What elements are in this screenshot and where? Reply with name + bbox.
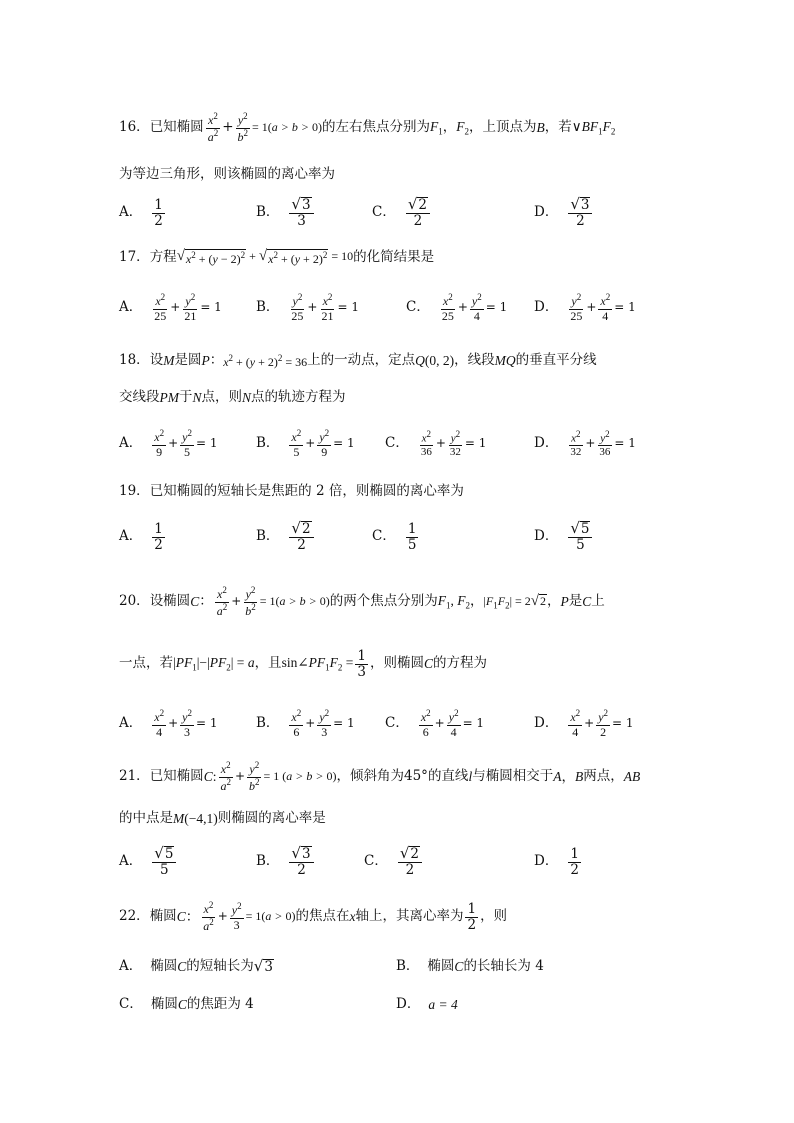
math-fraction: √ 3 3 (289, 197, 313, 229)
option-c: C． $\frac{x^2}{6}$ + $\frac{y^2}{4}$ = 1 (385, 708, 485, 739)
question-text: 点的轨迹方程为 (251, 389, 346, 406)
question-text: 是圆 (174, 352, 202, 369)
question-number: 16． (119, 119, 150, 136)
option-label: C． (372, 204, 396, 221)
option-label: A． (119, 204, 143, 221)
question-text: 上的一动点，定点 (307, 352, 416, 369)
question-text: 的方程为 (433, 655, 487, 672)
question-text: 一点，若 (119, 655, 173, 672)
option-d: D． √ 5 5 (534, 517, 594, 557)
option-a (119, 193, 167, 233)
option-b (256, 193, 316, 233)
question-17-options (119, 288, 714, 328)
option-label: B． (256, 528, 280, 545)
option-d (534, 193, 594, 233)
option-c: C． $\frac{1}{5}$ (372, 520, 417, 553)
math-expression: √ $x^2 + (y - 2)^2$ + √ $x^2 + (y + 2)^2$ = 10 (176, 248, 354, 267)
math-symbol: $F_2$ (456, 118, 469, 137)
option-c: C． $\frac{x^2}{36}$ + $\frac{y^2}{32}$ = 1 (385, 429, 487, 458)
question-17 (119, 243, 674, 273)
math-expression: = 1(a > b > 0) (252, 120, 322, 135)
math-symbol: $F_1$ (429, 118, 443, 137)
option-label: D． (534, 853, 559, 870)
question-text: ，上顶点为 (468, 119, 537, 136)
option-label: B． (396, 958, 420, 975)
option-label: A． (119, 853, 143, 870)
option-d: D． $\frac{1}{2}$ (534, 845, 579, 878)
question-22-options-row1 (119, 952, 714, 982)
question-text: 椭圆 (149, 908, 177, 925)
question-text: 是 (568, 593, 583, 610)
question-text: 的垂直平分线 (515, 352, 597, 369)
option-label: B． (256, 204, 280, 221)
question-number: 21． (119, 768, 150, 785)
option-label: D． (534, 299, 559, 316)
question-19 (119, 481, 674, 503)
question-20-line2: 一点，若 $|PF_1|-|PF_2| = a$ ，且 $\sin\angle PF_1F_2$ = $\frac{1}{3}$ ，则椭圆 C 的方程为 (119, 647, 487, 680)
option-b: B． √ 3 2 (256, 842, 316, 882)
question-text: ，线段 (454, 352, 495, 369)
question-22: 22． 椭圆 C： $\frac{x^2}{a^2}$ + $\frac{y^2}{3}$ = 1(a > 0) 的焦点在 x 轴上，其离心率为 $\frac{1}{2}$ ，则 (119, 900, 508, 933)
option-b: B． √ 2 2 (256, 517, 316, 557)
question-21-options (119, 842, 714, 882)
question-text: ， (546, 593, 561, 610)
question-text: 为等边三角形，则该椭圆的离心率为 (119, 166, 335, 183)
question-text: ，则椭圆 (369, 655, 424, 672)
question-20-options (119, 704, 714, 744)
option-d: D． $\frac{x^2}{32}$ + $\frac{y^2}{36}$ = 1 (534, 429, 636, 458)
question-text: ，若 (544, 119, 572, 136)
question-text: 的左右焦点分别为 (321, 119, 430, 136)
question-text: 的直线 (427, 768, 469, 785)
question-text: 的中点是 (119, 810, 173, 827)
option-label: D． (534, 204, 559, 221)
question-text: 设椭圆 (149, 593, 191, 610)
option-label: C． (364, 853, 388, 870)
option-b: B． $\frac{x^2}{6}$ + $\frac{y^2}{3}$ = 1 (256, 708, 355, 739)
option-label: A． (119, 435, 143, 452)
question-text: 设 (149, 352, 164, 369)
question-20: 20． 设椭圆 C ： $\frac{x^2}{a^2}$ + $\frac{y^2}{b^2}$ = 1(a > b > 0) 的两个焦点分别为 $F_1$, $F_2$ ， $|F_1F_2| = 2$ √ 2 ， P 是 C 上 (119, 585, 605, 618)
question-18-options (119, 424, 714, 464)
math-fraction: $\frac{1}{2}$ (154, 196, 163, 229)
option-label: B． (256, 435, 280, 452)
option-c: C． √ 2 2 (364, 842, 424, 882)
question-text: 点，则 (201, 389, 243, 406)
option-label: A． (119, 299, 143, 316)
option-a: A． $\frac{x^2}{25}$ + $\frac{y^2}{21}$ = 1 (119, 292, 222, 323)
option-c (372, 193, 432, 233)
question-number: 20． (119, 593, 150, 610)
question-text: 已知椭圆的短轴长是焦距的 2 倍，则椭圆的离心率为 (149, 483, 464, 500)
math-fraction: √ 3 2 (568, 197, 592, 229)
option-label: B． (256, 853, 280, 870)
question-text: 的焦点在 (295, 908, 350, 925)
option-label: B． (256, 715, 280, 732)
question-number: 18． (119, 352, 150, 369)
option-a: A． $\frac{x^2}{4}$ + $\frac{y^2}{3}$ = 1 (119, 708, 218, 739)
math-fraction: $\frac{x^2}{a^2}$ (207, 111, 219, 144)
question-21: 21． 已知椭圆 C: $\frac{x^2}{a^2}$ + $\frac{y^2}{b^2}$ = 1 (a > b > 0) ，倾斜角为 45° 的直线 l 与椭圆相交于 A，B 两点， AB (119, 760, 641, 793)
option-label: C． (385, 435, 409, 452)
question-16-options (119, 193, 714, 233)
question-text: 于 (179, 389, 193, 406)
option-b: B． $\frac{x^2}{5}$ + $\frac{y^2}{9}$ = 1 (256, 428, 355, 459)
question-22-options-row2 (119, 990, 714, 1020)
question-text: 已知椭圆 (149, 119, 204, 136)
question-text: 的化简结果是 (353, 249, 435, 266)
question-text: 与椭圆相交于 (472, 768, 554, 785)
question-number: 19． (119, 483, 150, 500)
math-fraction: √ 2 2 (406, 197, 430, 229)
question-text: ， (469, 593, 484, 610)
option-label: C． (372, 528, 396, 545)
question-text: ，且 (254, 655, 282, 672)
question-number: 22． (119, 908, 150, 925)
question-21-line2: 的中点是 M(−4,1) 则椭圆的离心率是 (119, 810, 326, 827)
option-b: B． 椭圆 C 的长轴长为 4 (396, 958, 544, 975)
question-16: 16． 已知椭圆 $\frac{x^2}{a^2}$ + $\frac{y^2}{b^2}$ = 1(a > b > 0) 的左右焦点分别为 $F_1$ ， $F_2$ ，上顶点为 B ，若 $\vee BF_1F_2$ (119, 111, 616, 144)
question-text: 轴上，其离心率为 (355, 908, 464, 925)
question-text: 则椭圆的离心率是 (217, 810, 326, 827)
option-label: A． (119, 715, 143, 732)
question-16-line2 (119, 165, 674, 185)
option-a: A． 椭圆 C 的短轴长为 √ 3 (119, 956, 273, 975)
question-text: 方程 (149, 249, 177, 266)
option-label: C． (406, 299, 430, 316)
option-b: B． $\frac{y^2}{25}$ + $\frac{x^2}{21}$ = 1 (256, 292, 359, 323)
question-19-options (119, 517, 714, 557)
question-18: 18． 设 M 是圆 P ： $x^2 + (y + 2)^2 = 36$ 上的一动点，定点 Q(0, 2) ，线段 MQ 的垂直平分线 (119, 352, 597, 369)
question-text: ，倾斜角为 (336, 768, 404, 785)
question-18-line2: 交线段 PM 于 N 点，则 N 点的轨迹方程为 (119, 389, 346, 406)
question-text: 已知椭圆 (149, 768, 204, 785)
question-text: 的两个焦点分别为 (329, 593, 438, 610)
math-expression: $x^2 + (y + 2)^2 = 36$ (223, 352, 308, 369)
option-label: A． (119, 528, 143, 545)
option-d: D． a = 4 (396, 996, 458, 1013)
question-text: 两点， (583, 768, 624, 785)
math-fraction: $\frac{y^2}{b^2}$ (237, 111, 248, 144)
option-label: D． (534, 715, 559, 732)
option-d: D． $\frac{x^2}{4}$ + $\frac{y^2}{2}$ = 1 (534, 708, 634, 739)
option-label: C． (385, 715, 409, 732)
option-a: A． $\frac{1}{2}$ (119, 520, 163, 553)
question-text: ，则 (480, 908, 508, 925)
option-a: A． √ 5 5 (119, 842, 178, 882)
option-label: B． (256, 299, 280, 316)
question-text: 交线段 (119, 389, 160, 406)
question-text: 上 (591, 593, 605, 610)
option-c: C． 椭圆 C 的焦距为 4 (119, 996, 254, 1013)
option-d: D． $\frac{y^2}{25}$ + $\frac{x^2}{4}$ = 1 (534, 292, 636, 323)
option-label: D． (396, 996, 421, 1013)
option-c: C． $\frac{x^2}{25}$ + $\frac{y^2}{4}$ = 1 (406, 292, 508, 323)
option-label: A． (119, 958, 143, 975)
option-label: D． (534, 528, 559, 545)
option-a: A． $\frac{x^2}{9}$ + $\frac{y^2}{5}$ = 1 (119, 428, 218, 459)
question-number: 17． (119, 249, 150, 266)
math-symbol: B (536, 120, 545, 136)
option-label: C． (119, 996, 143, 1013)
option-label: D． (534, 435, 559, 452)
math-symbol: $\vee BF_1F_2$ (571, 118, 616, 137)
